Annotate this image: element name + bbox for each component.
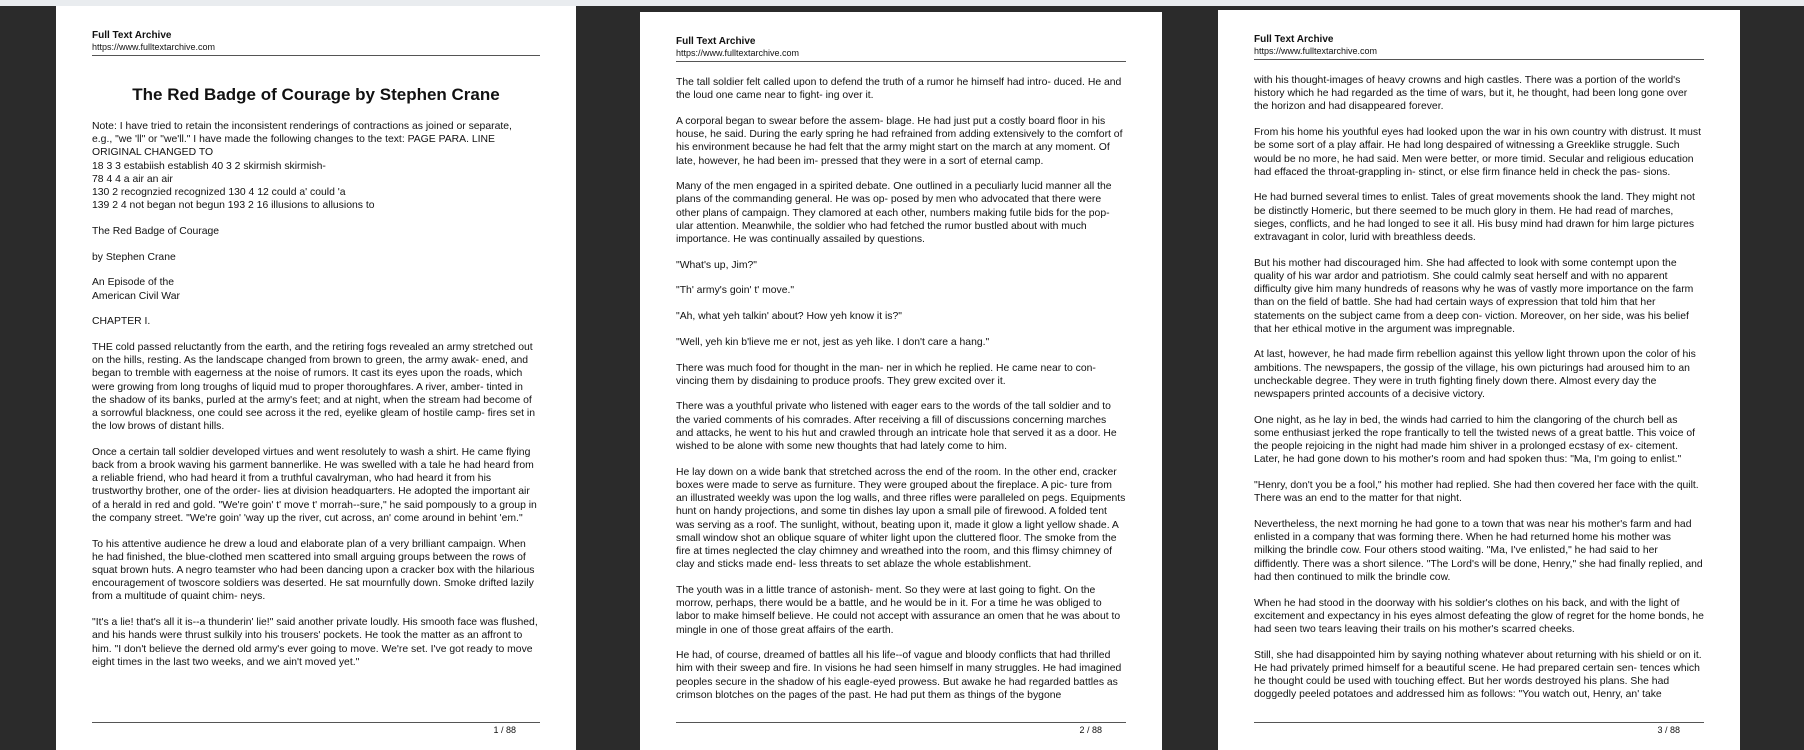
page-number: 3 / 88 (1254, 722, 1704, 736)
note-line: 18 3 3 estabiish establish 40 3 2 skirmish skirmish- (92, 160, 326, 172)
paragraph: Once a certain tall soldier developed virtues and went resolutely to wash a shirt. He came flying back from a brook waving his garment bannerlike. He was swelled with a tale he had heard from a reliable friend, who had heard it from a truthful cavalryman, who had heard it from his trustworthy brother, one of the order- lies at division headquarters. He adopted the important air of a herald in red and gold. "We're goin' t' move t' morrah--sure," he said pompously to a group in the company street. "We're goin' 'way up the river, cut across, an' come around in behint 'em." (92, 446, 537, 524)
note-line: 78 4 4 a air an air (92, 173, 173, 185)
paragraph: He had burned several times to enlist. Tales of great movements shook the land. They might not be distinctly Homeric, but there seemed to be much glory in them. He had read of marches, sieges, conflicts, and he had longed to see it all. His busy mind had drawn for him large pictures extravagant in color, lurid with breathless deeds. (1254, 192, 1695, 244)
paragraph: A corporal began to swear before the assem- blage. He had just put a costly board floor in his house, he said. During the early spring he had refrained from adding extensively to the comfort of his environment because he had felt that the army might start on the march at any moment. Of late, however, he had been im- pressed that they were in a sort of eternal camp. (676, 115, 1123, 167)
page-header (1254, 34, 1704, 60)
paragraph: "Th' army's goin' t' move." (676, 285, 795, 297)
page-number: 2 / 88 (676, 722, 1126, 736)
paragraph: The youth was in a little trance of astonish- ment. So they were at last going to fight. On the morrow, perhaps, there would be a battle, and he would be in it. For a time he was obliged to labor to make himself believe. He could not accept with assurance an omen that he was about to mingle in one of those great affairs of the earth. (676, 584, 1121, 636)
header-title: Full Text Archive (92, 30, 172, 41)
paragraph: From his home his youthful eyes had looked upon the war in his own country with distrust. It must be some sort of a play affair. He had long despaired of witnessing a Greeklike struggle. Such would be no more, he had said. Men were better, or more timid. Secular and religious education had effaced the throat-grappling in- stinct, or else firm finance held in check the pas- sions. (1254, 127, 1702, 178)
header-rule (1254, 59, 1704, 60)
note-line: Note: I have tried to retain the inconsistent renderings of contractions as joined or separate, (92, 121, 512, 132)
document-title: The Red Badge of Courage by Stephen Crane (132, 85, 500, 104)
paragraph: He lay down on a wide bank that stretched across the end of the room. In the other end, cracker boxes were made to serve as furniture. They were grouped about the fireplace. A pic- ture from an illustrated weekly was upon the log walls, and three rifles were paralleled on pegs. Equipments hunt on handy projections, and some tin dishes lay upon a small pile of firewood. A folded tent was serving as a roof. The sunlight, without, beating upon it, made it glow a light yellow shade. A small window shot an oblique square of whiter light upon the cluttered floor. The smoke from the fire at times neglected the clay chimney and wreathed into the room, and this flimsy chimney of clay and sticks made end- less threats to set ablaze the whole establishment. (676, 466, 1126, 571)
paragraph: "What's up, Jim?" (676, 259, 757, 271)
note-line: 139 2 4 not began not begun 193 2 16 illusions to allusions to (92, 200, 375, 212)
paragraph: "Ah, what yeh talkin' about? How yeh know it is?" (676, 311, 902, 323)
note-line: 130 2 recognzied recognized 130 4 12 could a' could 'a (92, 187, 346, 199)
document-page-3 (1218, 10, 1740, 750)
paragraph: "Henry, don't you be a fool," his mother had replied. She had then covered her face with the quilt. There was an end to the matter for that night. (1254, 480, 1699, 505)
header-title: Full Text Archive (1254, 34, 1334, 45)
page-body (676, 76, 1126, 702)
paragraph: There was much food for thought in the man- ner in which he replied. He came near to con- vincing them by disdaining to produce proofs. They grew excited over it. (676, 362, 1096, 387)
paragraph: "Well, yeh kin b'lieve me er not, jest as yeh like. I don't care a hang." (676, 336, 990, 348)
paragraph: with his thought-images of heavy crowns and high castles. There was a portion of the world's history which he had regarded as the time of wars, but it, he thought, had been long gone over the horizon and had disappeared forever. (1254, 75, 1688, 113)
page-number: 1 / 88 (92, 722, 540, 736)
chapter-heading: CHAPTER I. (92, 316, 151, 328)
page-header (92, 30, 540, 56)
paragraph: At last, however, he had made firm rebellion against this yellow light thrown upon the color of his ambitions. The newspapers, the gossip of the village, his own picturings had aroused him to an uncheckable degree. They were in truth fighting finely down there. Almost every day the newspapers printed accounts of a decisive victory. (1254, 349, 1696, 401)
note-line: e.g., "we 'll" or "we'll." I have made the following changes to the text: PAGE PARA. LINE (92, 134, 495, 146)
transcriber-note (92, 120, 540, 212)
paragraph: "It's a lie! that's all it is--a thunderin' lie!" said another private loudly. His smooth face was flushed, and his hands were thrust sulkily into his trousers' pockets. He took the matter as an affront to him. "I don't believe the derned old army's ever going to move. We're set. I've got ready to move eight times in the last two weeks, and we ain't moved yet." (92, 617, 538, 668)
paragraph: But his mother had discouraged him. She had affected to look with some contempt upon the quality of his war ardor and patriotism. She could calmly seat herself and with no apparent difficulty give him many hundreds of reasons why he was of vastly more importance on the farm than on the field of battle. She had had certain ways of expression that told him that her statements on the subject came from a deep con- viction. Moreover, on her side, was his belief that her ethical motive in the argument was impregnable. (1254, 257, 1694, 335)
page-body (1254, 74, 1704, 701)
page-body (92, 120, 540, 669)
paragraph: An Episode of the American Civil War (92, 277, 180, 302)
header-url: https://www.fulltextarchive.com (1254, 46, 1378, 56)
paragraph: To his attentive audience he drew a loud and elaborate plan of a very brilliant campaign. When he had finished, the blue-clothed men scattered into small arguing groups between the rows of squat brown huts. A negro teamster who had been dancing upon a cracker box with the hilarious encouragement of twoscore soldiers was deserted. He sat mournfully down. Smoke drifted lazily from a multitude of quaint chim- neys. (92, 538, 535, 603)
paragraph: THE cold passed reluctantly from the earth, and the retiring fogs revealed an army stretched out on the hills, resting. As the landscape changed from brown to green, the army awak- ened, and began to tremble with eagerness at the noise of rumors. It cast its eyes upon the roads, which were growing from long troughs of liquid mud to proper thoroughfares. A river, amber- tinted in the shadow of its banks, purled at the army's feet; and at night, when the stream had become of a sorrowful blackness, one could see across it the red, eyelike gleam of hostile camp- fires set in the low brows of distant hills. (92, 341, 535, 433)
paragraph: Still, she had disappointed him by saying nothing whatever about returning with his shield or on it. He had privately primed himself for a beautiful scene. He had prepared certain sen- tences which he thought could be used with touching effect. But her words destroyed his plans. She had doggedly peeled potatoes and addressed him as follows: "You watch out, Henry, an' take (1254, 649, 1702, 701)
paragraph: Many of the men engaged in a spirited debate. One outlined in a peculiarly lucid manner all the plans of the commanding general. He was op- posed by men who advocated that there were other plans of campaign. They clamored at each other, numbers making futile bids for the pop- ular attention. Meanwhile, the soldier who had fetched the rumor bustled about with much importance. He was continually assailed by questions. (676, 181, 1112, 246)
header-url: https://www.fulltextarchive.com (92, 42, 216, 52)
header-title: Full Text Archive (676, 36, 756, 47)
header-url: https://www.fulltextarchive.com (676, 48, 800, 58)
paragraph: When he had stood in the doorway with his soldier's clothes on his back, and with the light of excitement and expectancy in his eyes almost defeating the glow of regret for the home bonds, he had seen two tears leaving their trails on his mother's scarred cheeks. (1254, 597, 1704, 635)
paragraph: Nevertheless, the next morning he had gone to a town that was near his mother's farm and had enlisted in a company that was forming there. When he had returned home his mother was milking the brindle cow. Four others stood waiting. "Ma, I've enlisted," he had said to her diffidently. There was a short silence. "The Lord's will be done, Henry," she had finally replied, and had then continued to milk the brindle cow. (1254, 518, 1703, 583)
paragraph: The tall soldier felt called upon to defend the truth of a rumor he himself had intro- duced. He and the loud one came near to fight- ing over it. (676, 77, 1122, 102)
note-line: ORIGINAL CHANGED TO (92, 147, 214, 159)
header-rule (92, 55, 540, 56)
paragraph: There was a youthful private who listened with eager ears to the words of the tall soldier and to the varied comments of his comrades. After receiving a fill of discussions concerning marches and attacks, he went to his hut and crawled through an intricate hole that served it as a door. He wished to be alone with some new thoughts that had lately come to him. (676, 401, 1117, 453)
paragraph: One night, as he lay in bed, the winds had carried to him the clangoring of the church bell as some enthusiast jerked the rope frantically to tell the twisted news of a great battle. This voice of the people rejoicing in the night had made him shiver in a prolonged ecstasy of ex- citement. Later, he had gone down to his mother's room and had spoken thus: "Ma, I'm going to enlist." (1254, 414, 1696, 466)
document-page-2 (640, 12, 1162, 750)
header-rule (676, 61, 1126, 62)
page-header (676, 36, 1126, 62)
paragraph: He had, of course, dreamed of battles all his life--of vague and bloody conflicts that had thrilled him with their sweep and fire. In visions he had seen himself in many struggles. He had imagined peoples secure in the shadow of his eagle-eyed prowess. But awake he had regarded battles as crimson blotches on the pages of the past. He had put them as things of the bygone (676, 650, 1122, 701)
paragraph: by Stephen Crane (92, 251, 176, 263)
paragraph: The Red Badge of Courage (92, 225, 220, 237)
document-page-1 (56, 6, 576, 750)
